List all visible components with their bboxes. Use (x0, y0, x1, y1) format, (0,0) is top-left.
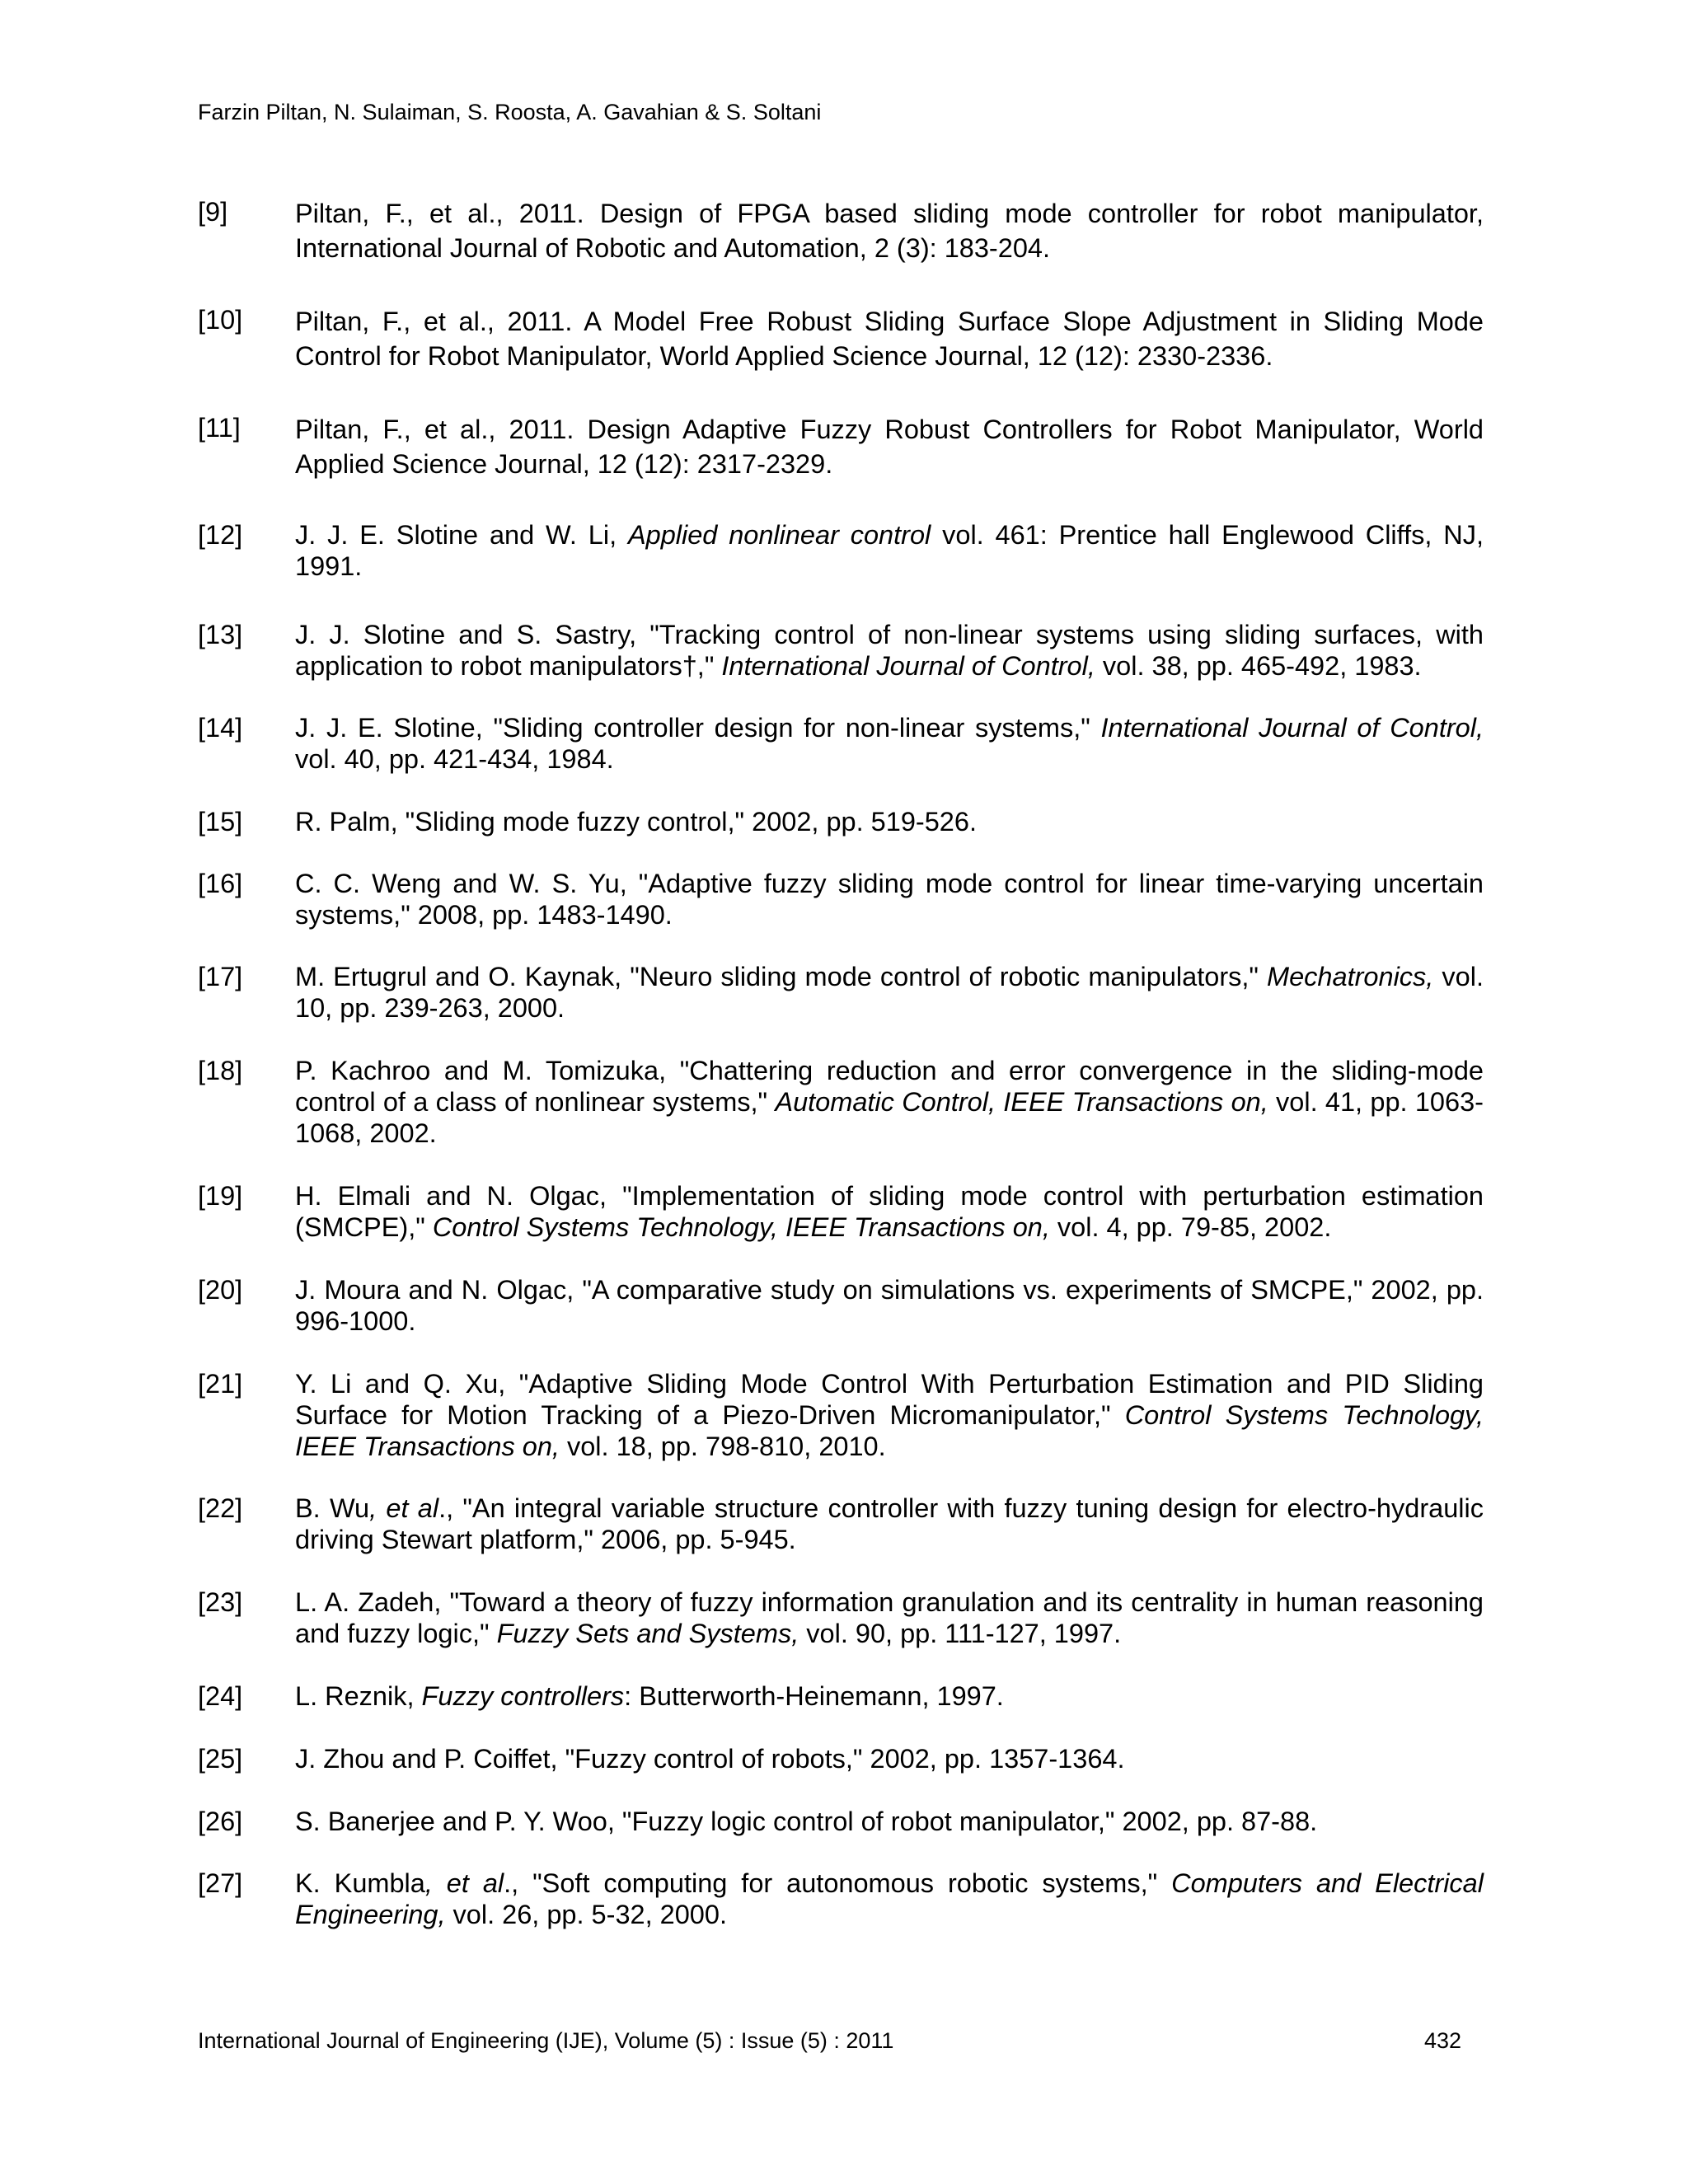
reference-number: [15] (198, 807, 243, 837)
book-title: Fuzzy controllers (421, 1681, 625, 1711)
reference-text: K. Kumbla, et al., "Soft computing for autonomous robotic systems," Computers and Electrical Engineering, vol. 26, pp. 5-32, 2000. (295, 1868, 1484, 1929)
journal-title: International Journal of Control, (1100, 713, 1484, 743)
reference-text: Piltan, F., et al., 2011. Design of FPGA based sliding mode controller for robot manipulator, International Journal of Robotic and Automation, 2 (3): 183-204. (295, 199, 1484, 263)
reference-item (198, 1368, 1484, 1462)
reference-item (198, 304, 1484, 373)
reference-text: P. Kachroo and M. Tomizuka, "Chattering reduction and error convergence in the sliding-mode control of a class of nonlinear systems," Automatic Control, IEEE Transactions on, vol. 41, pp. 1063-1068, 2002. (295, 1056, 1484, 1148)
reference-item (198, 519, 1484, 582)
reference-text: Piltan, F., et al., 2011. Design Adaptive Fuzzy Robust Controllers for Robot Manipulator, World Applied Science Journal, 12 (12): 2317-2329. (295, 415, 1484, 479)
reference-item (198, 412, 1484, 481)
reference-number: [18] (198, 1056, 243, 1085)
reference-number: [25] (198, 1744, 243, 1774)
reference-item (198, 1743, 1484, 1774)
journal-title: Control Systems Technology, IEEE Transactions on, (295, 1400, 1484, 1461)
reference-text: H. Elmali and N. Olgac, "Implementation of sliding mode control with perturbation estimation (SMCPE)," Control Systems Technology, IEEE Transactions on, vol. 4, pp. 79-85, 2002. (295, 1181, 1484, 1242)
reference-item (198, 1806, 1484, 1837)
footer-journal-info: International Journal of Engineering (IJE), Volume (5) : Issue (5) : 2011 (198, 2028, 894, 2053)
reference-number: [27] (198, 1868, 243, 1898)
journal-title: Automatic Control, IEEE Transactions on, (775, 1087, 1268, 1117)
reference-text: L. Reznik, Fuzzy controllers: Butterworth-Heinemann, 1997. (295, 1681, 1004, 1711)
reference-item (198, 806, 1484, 837)
reference-item (198, 1274, 1484, 1337)
reference-number: [20] (198, 1275, 243, 1305)
reference-text: R. Palm, "Sliding mode fuzzy control," 2002, pp. 519-526. (295, 807, 977, 837)
reference-text: B. Wu, et al., "An integral variable structure controller with fuzzy tuning design for electro-hydraulic driving Stewart platform," 2006, pp. 5-945. (295, 1493, 1484, 1554)
reference-text: M. Ertugrul and O. Kaynak, "Neuro sliding mode control of robotic manipulators," Mechatronics, vol. 10, pp. 239-263, 2000. (295, 962, 1484, 1023)
journal-title: Computers and Electrical Engineering, (295, 1868, 1484, 1929)
reference-number: [22] (198, 1493, 243, 1523)
reference-number: [14] (198, 713, 243, 743)
reference-number: [24] (198, 1681, 243, 1711)
reference-number: [11] (198, 413, 241, 443)
reference-text: Piltan, F., et al., 2011. A Model Free Robust Sliding Surface Slope Adjustment in Sliding Mode Control for Robot Manipulator, World Applied Science Journal, 12 (12): 2330-2336. (295, 307, 1484, 371)
reference-item (198, 1493, 1484, 1555)
et-al: , et al (369, 1493, 439, 1523)
reference-number: [12] (198, 520, 243, 550)
reference-item (198, 961, 1484, 1024)
reference-number: [16] (198, 869, 243, 898)
reference-number: [13] (198, 620, 243, 649)
book-title: Applied nonlinear control (627, 520, 931, 550)
reference-number: [9] (198, 197, 228, 227)
journal-title: International Journal of Control, (721, 651, 1095, 681)
reference-text: S. Banerjee and P. Y. Woo, "Fuzzy logic control of robot manipulator," 2002, pp. 87-88. (295, 1807, 1318, 1836)
reference-item (198, 712, 1484, 775)
reference-number: [10] (198, 305, 243, 335)
reference-item (198, 1680, 1484, 1712)
reference-text: J. J. E. Slotine, "Sliding controller design for non-linear systems," International Journal of Control, vol. 40, pp. 421-434, 1984. (295, 713, 1484, 774)
reference-item (198, 1586, 1484, 1649)
reference-item (198, 1055, 1484, 1149)
reference-number: [19] (198, 1181, 243, 1211)
et-al: , et al (424, 1868, 504, 1898)
reference-text: C. C. Weng and W. S. Yu, "Adaptive fuzzy sliding mode control for linear time-varying uncertain systems," 2008, pp. 1483-1490. (295, 869, 1484, 930)
reference-number: [21] (198, 1369, 243, 1399)
reference-text: J. Zhou and P. Coiffet, "Fuzzy control of robots," 2002, pp. 1357-1364. (295, 1744, 1125, 1774)
journal-title: Control Systems Technology, IEEE Transactions on, (432, 1212, 1050, 1242)
reference-item (198, 1868, 1484, 1930)
reference-number: [23] (198, 1587, 243, 1617)
reference-item (198, 868, 1484, 930)
reference-text: L. A. Zadeh, "Toward a theory of fuzzy information granulation and its centrality in human reasoning and fuzzy logic," Fuzzy Sets and Systems, vol. 90, pp. 111-127, 1997. (295, 1587, 1484, 1648)
reference-text: Y. Li and Q. Xu, "Adaptive Sliding Mode Control With Perturbation Estimation and PID Sliding Surface for Motion Tracking of a Piezo-Driven Micromanipulator," Control Systems Technology, IEEE Transactions on, vol. 18, pp. 798-810, 2010. (295, 1369, 1484, 1461)
journal-title: Mechatronics, (1267, 962, 1434, 991)
reference-text: J. J. E. Slotine and W. Li, Applied nonlinear control vol. 461: Prentice hall Englewood Cliffs, NJ, 1991. (295, 520, 1484, 581)
reference-number: [26] (198, 1807, 243, 1836)
page-number: 432 (1424, 2028, 1462, 2053)
running-header-authors: Farzin Piltan, N. Sulaiman, S. Roosta, A. Gavahian & S. Soltani (198, 100, 822, 124)
reference-item (198, 619, 1484, 682)
reference-number: [17] (198, 962, 243, 991)
reference-text: J. J. Slotine and S. Sastry, "Tracking control of non-linear systems using sliding surfaces, with application to robot manipulators†," International Journal of Control, vol. 38, pp. 465-492, 1983. (295, 620, 1484, 681)
reference-item (198, 1180, 1484, 1243)
reference-text: J. Moura and N. Olgac, "A comparative study on simulations vs. experiments of SMCPE," 2002, pp. 996-1000. (295, 1275, 1484, 1336)
journal-title: Fuzzy Sets and Systems, (496, 1619, 799, 1648)
reference-item (198, 196, 1484, 265)
